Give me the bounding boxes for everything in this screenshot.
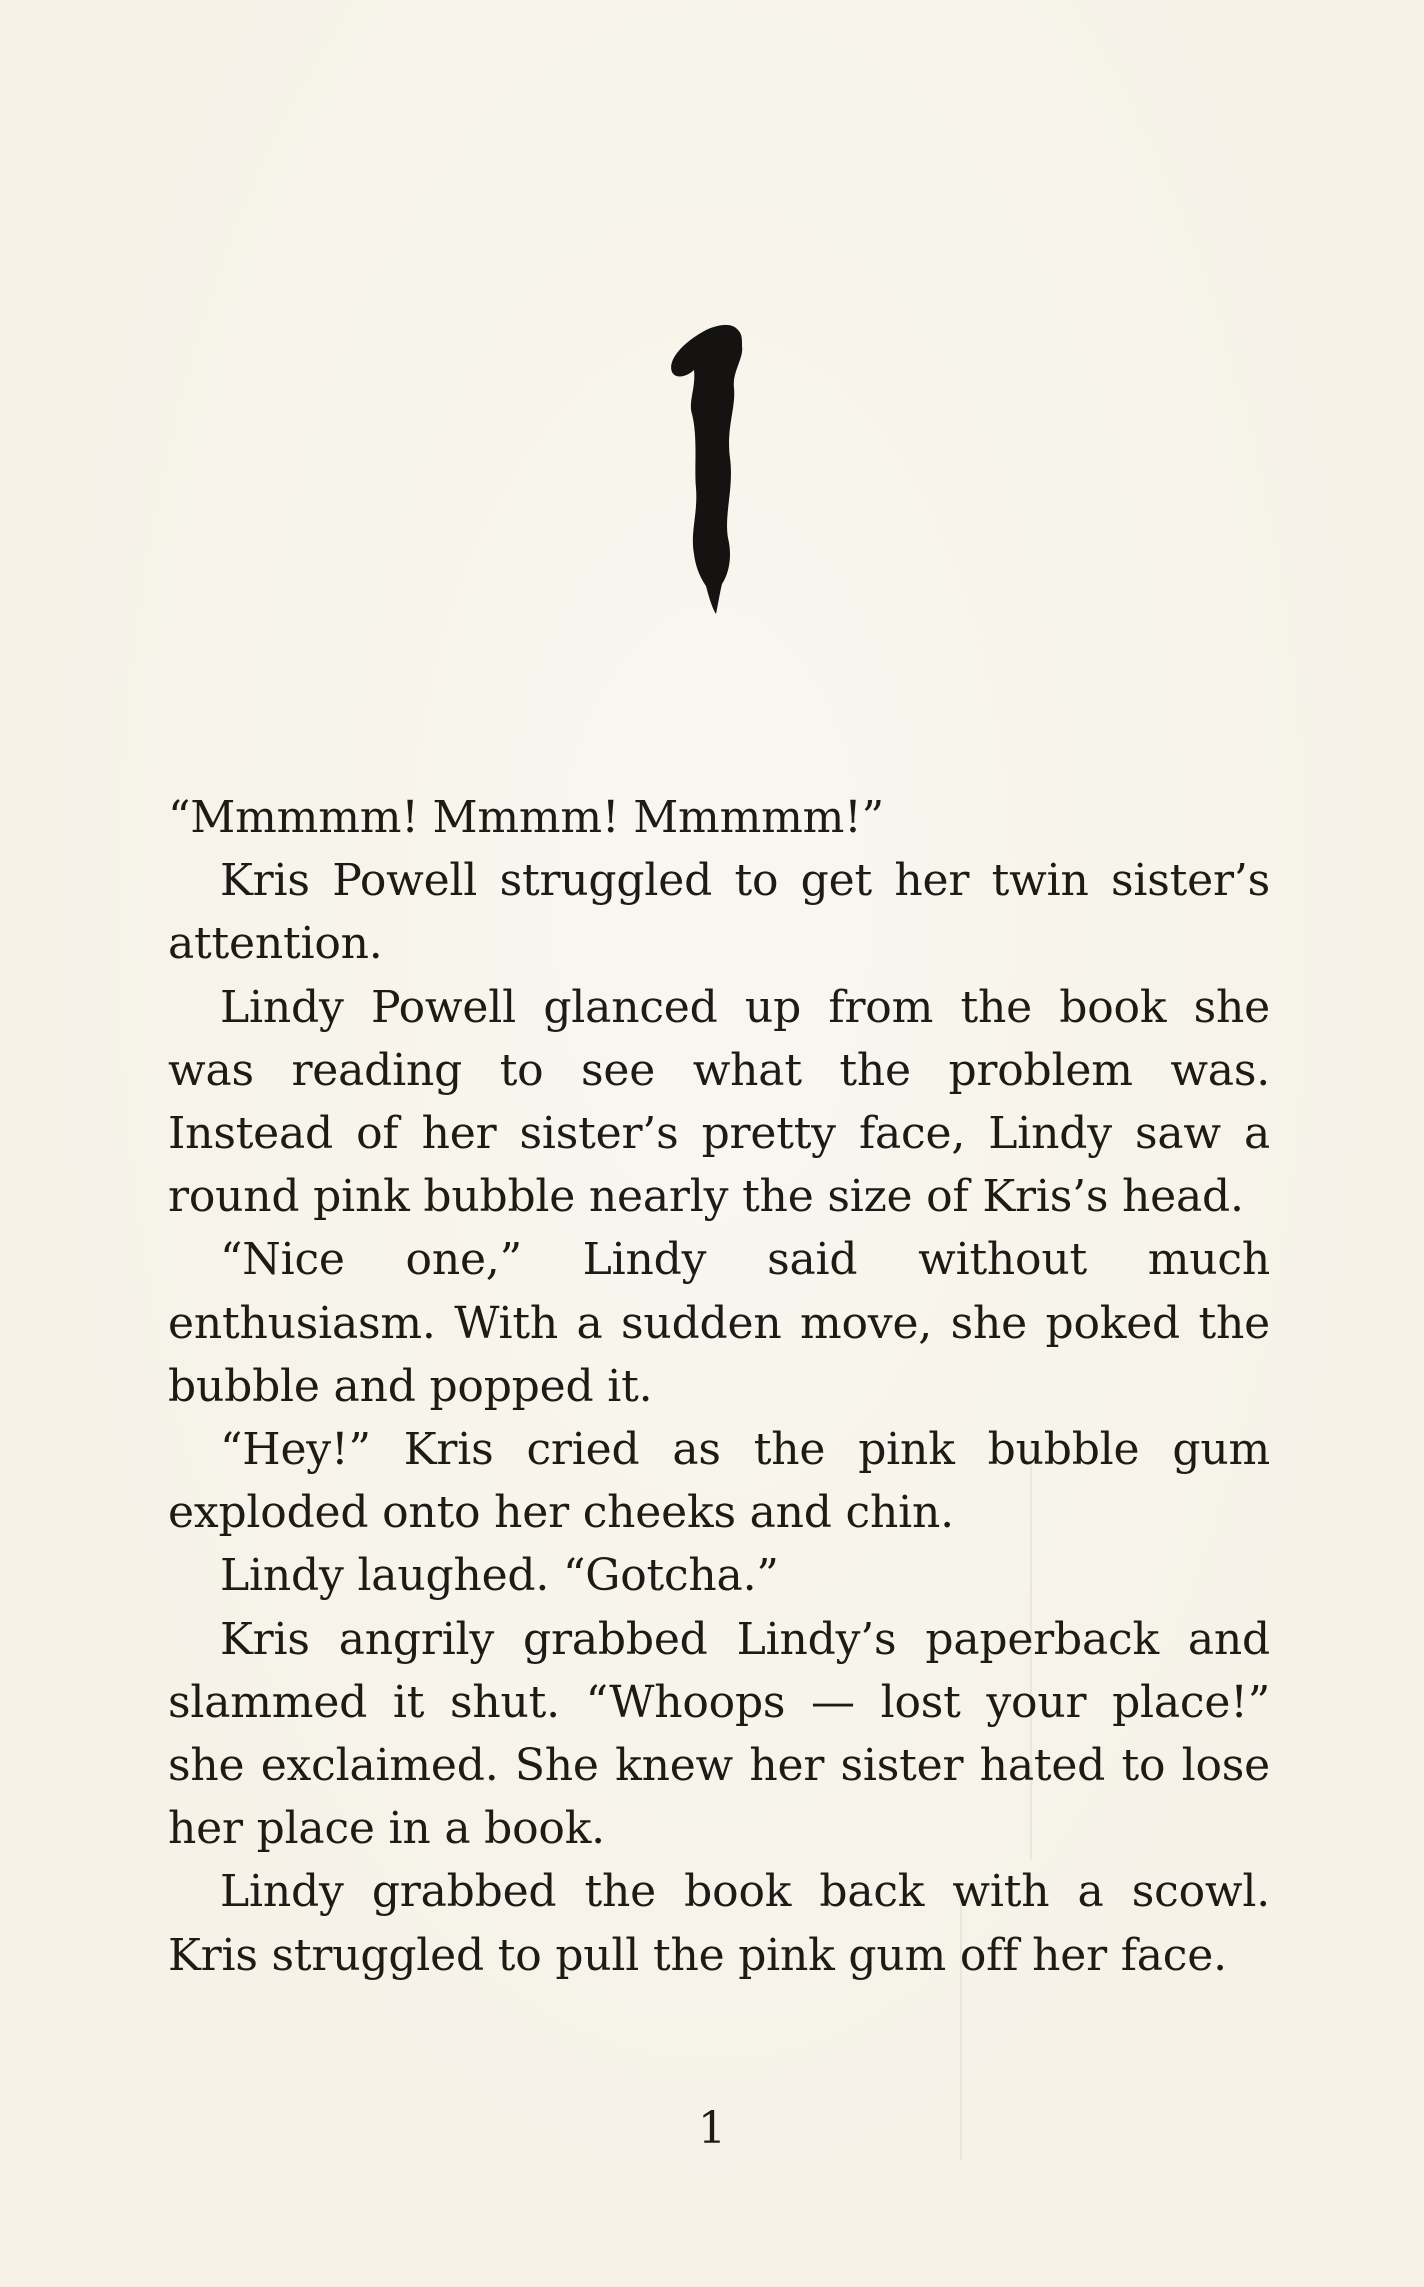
paragraph: Kris angrily grabbed Lindy’s paperback and slammed it shut. “Whoops — lost your place!” she exclaimed. She knew her sister hated to lose her place in a book.: [168, 1613, 1270, 1855]
paragraph: “Mmmmm! Mmmm! Mmmmm!”: [168, 792, 884, 843]
paragraph: Lindy grabbed the book back with a scowl. Kris struggled to pull the pink gum off her face.: [168, 1866, 1270, 1981]
page-number: 1: [698, 2103, 726, 2154]
paragraph: “Nice one,” Lindy said without much enthusiasm. With a sudden move, she poked the bubble and popped it.: [168, 1234, 1270, 1412]
paragraph: Lindy Powell glanced up from the book she was reading to see what the problem was. Instead of her sister’s pretty face, Lindy saw a round pink bubble nearly the size of Kris’s head.: [168, 981, 1270, 1223]
paragraph: “Hey!” Kris cried as the pink bubble gum exploded onto her cheeks and chin.: [168, 1424, 1270, 1539]
chapter-number-graphic: [650, 318, 770, 618]
paragraph: Kris Powell struggled to get her twin sister’s attention.: [168, 855, 1270, 970]
body-text: [168, 786, 1270, 1987]
paragraph: Lindy laughed. “Gotcha.”: [220, 1550, 779, 1602]
